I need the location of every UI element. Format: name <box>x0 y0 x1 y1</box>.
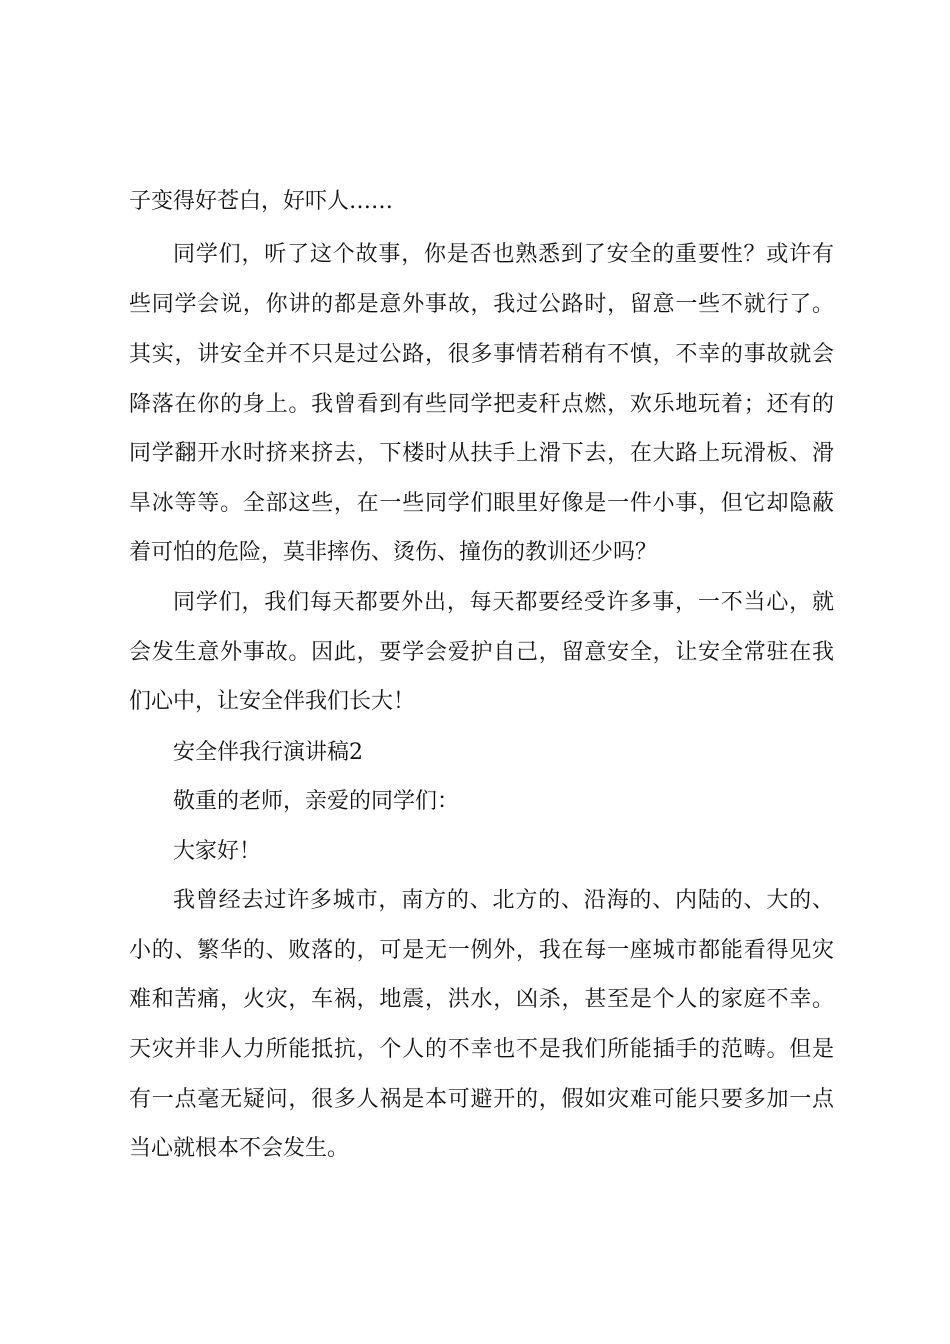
text-line: 有一点毫无疑问，很多人祸是本可避开的，假如灾难可能只要多加一点 <box>129 1087 834 1112</box>
text-line: 天灾并非人力所能抵抗，个人的不幸也不是我们所能插手的范畴。但是 <box>129 1037 834 1062</box>
text-line: 其实，讲安全并不只是过公路，很多事情若稍有不慎，不幸的事故就会 <box>129 342 834 367</box>
text-line: 同学翻开水时挤来挤去，下楼时从扶手上滑下去，在大路上玩滑板、滑 <box>129 441 834 466</box>
text-line: 些同学会说，你讲的都是意外事故，我过公路时，留意一些不就行了。 <box>129 292 834 317</box>
paragraph-line: 同学们，我们每天都要外出，每天都要经受许多事，一不当心，就 <box>173 590 834 615</box>
text-line: 难和苦痛，火灾，车祸，地震，洪水，凶杀，甚至是个人的家庭不幸。 <box>129 987 834 1012</box>
text-line: 着可怕的危险，莫非摔伤、烫伤、撞伤的教训还少吗？ <box>129 540 658 565</box>
paragraph-line: 同学们，听了这个故事，你是否也熟悉到了安全的重要性？或许有 <box>173 242 834 267</box>
section-heading: 安全伴我行演讲稿2 <box>173 740 363 765</box>
paragraph-line: 我曾经去过许多城市，南方的、北方的、沿海的、内陆的、大的、 <box>173 888 834 913</box>
text-line: 子变得好苍白，好吓人…… <box>129 189 394 214</box>
text-line: 当心就根本不会发生。 <box>129 1136 350 1161</box>
text-line: 小的、繁华的、败落的，可是无一例外，我在每一座城市都能看得见灾 <box>129 938 834 963</box>
greeting: 大家好！ <box>173 839 262 864</box>
text-line: 旱冰等等。全部这些，在一些同学们眼里好像是一件小事，但它却隐蔽 <box>129 491 834 516</box>
text-line: 们心中，让安全伴我们长大！ <box>129 689 416 714</box>
text-line: 会发生意外事故。因此，要学会爱护自己，留意安全，让安全常驻在我 <box>129 640 834 665</box>
text-line: 降落在你的身上。我曾看到有些同学把麦秆点燃，欢乐地玩着；还有的 <box>129 392 834 417</box>
salutation: 敬重的老师，亲爱的同学们： <box>173 789 460 814</box>
